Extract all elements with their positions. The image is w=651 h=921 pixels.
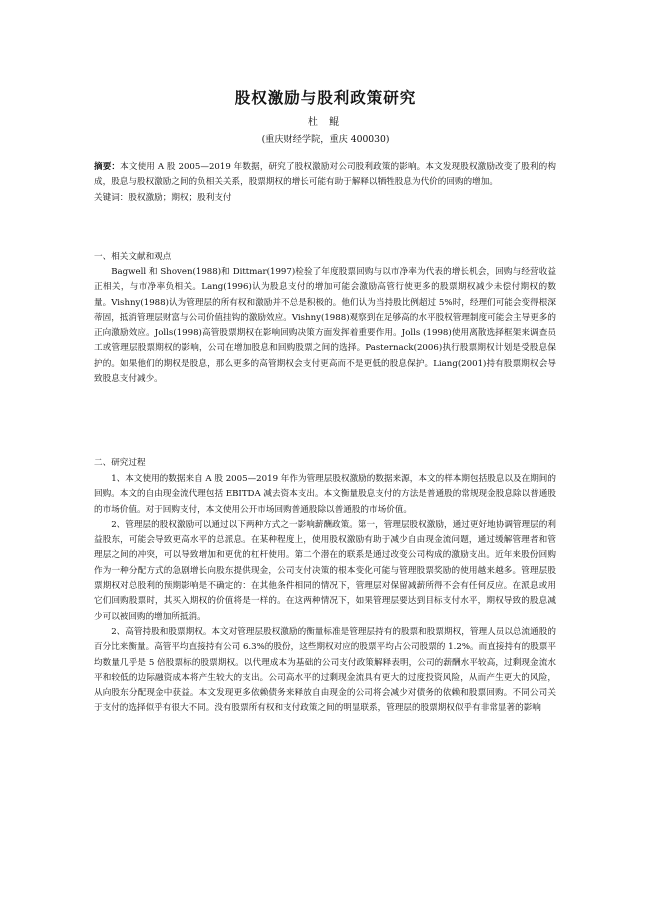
- abstract: [94, 160, 556, 206]
- section-2-body: [94, 472, 556, 717]
- affiliation: (重庆财经学院，重庆 400030): [261, 134, 390, 145]
- section-1-body: [94, 265, 556, 387]
- paragraph: Bagwell 和 Shoven(1988)和 Dittmar(1997)检验了年度股票回购与以市净率为代表的增长机会，回购与经营收益正相关，与市净率负相关。Lang(1996)认为股息支付的增加可能会激励高管行使更多的股票期权减少未偿付期权的数量。Vishny(1988)认为管理层的所有权和激励并不总是积极的。他们认为当持股比例超过 5%时，经理们可能会变得根深蒂固，抵消管理层财富与公司价值挂钩的激励效应。Vishny(1988)观察到在足够高的水平股权管理制度可能会主导更多的正向激励效应。Jolls(1998)高管股票期权在影响回购决策方面发挥着重要作用。Jolls (1998)使用离散选择框架来调查员工或管理层股票期权的影响，公司在增加股息和回购股票之间的选择。Pasternack(2006)执行股票期权计划是受股息保护的。如果他们的期权是股息，那么更多的高管期权会支付更高而不是更低的股息保护。Liang(2001)持有股票期权会导致股息支付减少。: [94, 267, 556, 385]
- section-1-title: 一、相关文献和观点: [94, 252, 172, 262]
- section-2-title: 二、研究过程: [94, 458, 146, 468]
- paragraph: 2、管理层的股权激励可以通过以下两种方式之一影响薪酬政策。第一，管理层股权激励，通过更好地协调管理层的利益股东，可能会导致更高水平的总派息。在某种程度上，使用股权激励有助于减少自由现金流问题，通过缓解管理者和管理层之间的冲突，可以导致增加和更优的杠杆使用。第二个潜在的联系是通过改变公司构成的激励支出。近年来股份回购作为一种分配方式的急剧增长向股东提供现金，公司支付决策的根本变化可能与管理股票奖励的使用越来越多。管理层股票期权对总股利的预期影响是不确定的：在其他条件相同的情况下，管理层对保留减薪所得不会有任何反应。在派息或用它们回购股票时，其买入期权的价值将是一样的。在这两种情况下，如果管理层要达到目标支付水平，期权导致的股息减少可以被回购的增加所抵消。: [94, 519, 556, 622]
- paragraph: 1、本文使用的数据来自 A 股 2005—2019 年作为管理层股权激励的数据来源，本文的样本期包括股息以及在期间的回购。本文的自由现金流代理包括 EBITDA 减去资本支出。本文衡量股息支付的方法是普通股的常规现金股息除以普通股的市场价值。对于回购支付，本文使用公开市场回购普通股除以普通股的市场价值。: [94, 474, 556, 515]
- keywords: 关键词：股权激励；期权；股利支付: [94, 192, 232, 203]
- abstract-label: 摘要：: [94, 162, 121, 172]
- abstract-text: 本文使用 A 股 2005—2019 年数据，研究了股权激励对公司股利政策的影响。本文发现股权激励改变了股利的构成，股息与股权激励之间的负相关关系，股票期权的增长可能有助于解释以牺牲股息为代价的回购的增加。: [94, 162, 556, 188]
- paper-title: 股权激励与股利政策研究: [234, 89, 417, 107]
- author: 杜 鲲: [307, 117, 344, 128]
- paragraph: 2、高管持股和股票期权。本文对管理层股权激励的衡量标准是管理层持有的股票和股票期权，管理人员以总流通股的百分比来衡量。高管平均直接持有公司 6.3%的股份，这些期权对应的股票平均占公司股票的 1.2%。而直接持有的股票平均数量几乎是 5 倍股票标的股票期权。以代理成本为基础的公司支付政策解释表明，公司的薪酬水平较高，过剩现金流水平和较低的边际融资成本将产生较大的支出。公司高水平的过剩现金流具有更大的过度投资风险，从而产生更大的风险，从向股东分配现金中获益。本文发现更多依赖债务来释放自由现金的公司将会减少对债务的依赖和股票回购。不同公司关于支付的选择似乎有很大不同。没有股票所有权和支付政策之间的明显联系，管理层的股票期权似乎有非常显著的影响: [94, 626, 556, 714]
